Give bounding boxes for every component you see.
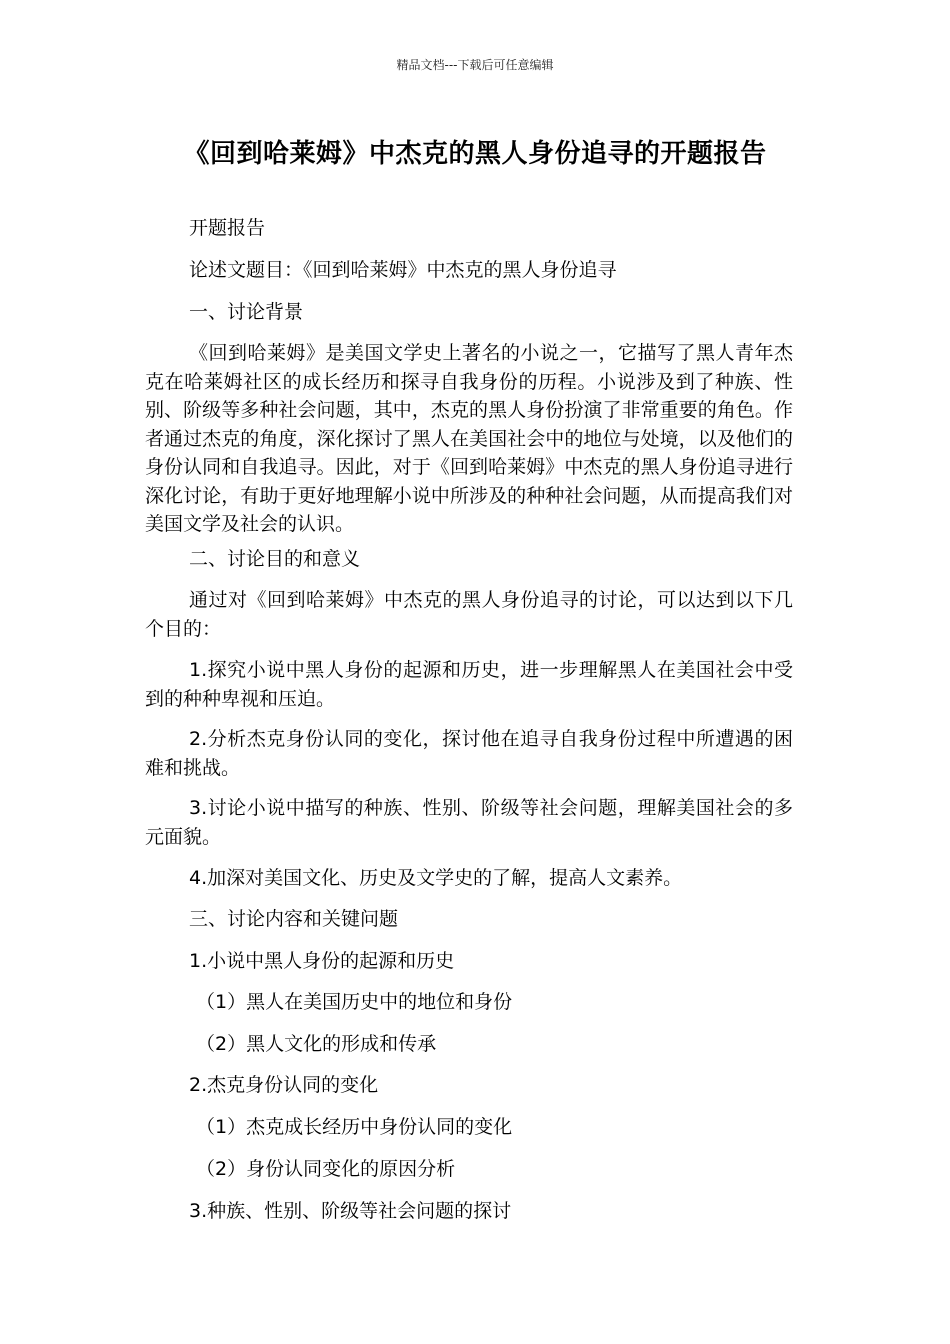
thesis-topic: 论述文题目：《回到哈莱姆》中杰克的黑人身份追寻 — [189, 259, 617, 281]
goal-item-4: 4.加深对美国文化、历史及文学史的了解，提高人文素养。 — [189, 867, 683, 889]
content-item-1-sub-1: （1）黑人在美国历史中的地位和身份 — [196, 991, 513, 1013]
goal-item-2: 2.分析杰克身份认同的变化，探讨他在追寻自我身份过程中所遭遇的困难和挑战。 — [145, 728, 793, 779]
goal-item-1: 1.探究小说中黑人身份的起源和历史，进一步理解黑人在美国社会中受到的种种卑视和压迫。 — [145, 659, 793, 710]
report-label: 开题报告 — [189, 217, 266, 239]
section2-intro: 通过对《回到哈莱姆》中杰克的黑人身份追寻的讨论，可以达到以下几个目的： — [145, 589, 793, 640]
goal-item-3: 3.讨论小说中描写的种族、性别、阶级等社会问题，理解美国社会的多元面貌。 — [145, 797, 793, 848]
document-title: 《回到哈莱姆》中杰克的黑人身份追寻的开题报告 — [183, 139, 767, 169]
content-item-1: 1.小说中黑人身份的起源和历史 — [189, 950, 455, 972]
section2-heading: 二、讨论目的和意义 — [189, 548, 361, 570]
section1-paragraph: 《回到哈莱姆》是美国文学史上著名的小说之一，它描写了黑人青年杰克在哈莱姆社区的成长经历和探寻自我身份的历程。小说涉及到了种族、性别、阶级等多种社会问题，其中，杰克的黑人身份扮演了非常重要的角色。作者通过杰克的角度，深化探讨了黑人在美国社会中的地位与处境，以及他们的身份认同和自我追寻。因此，对于《回到哈莱姆》中杰克的黑人身份追寻进行深化讨论，有助于更好地理解小说中所涉及的种种社会问题，从而提高我们对美国文学及社会的认识。 — [145, 342, 793, 535]
section1-heading: 一、讨论背景 — [189, 301, 304, 323]
content-item-2-sub-1: （1）杰克成长经历中身份认同的变化 — [196, 1116, 513, 1138]
content-item-1-sub-2: （2）黑人文化的形成和传承 — [196, 1033, 437, 1055]
header-note: 精品文档---下载后可任意编辑 — [396, 58, 554, 72]
section3-heading: 三、讨论内容和关键问题 — [189, 908, 399, 930]
content-item-2-sub-2: （2）身份认同变化的原因分析 — [196, 1158, 456, 1180]
content-item-3: 3.种族、性别、阶级等社会问题的探讨 — [189, 1200, 512, 1222]
content-item-2: 2.杰克身份认同的变化 — [189, 1074, 379, 1096]
